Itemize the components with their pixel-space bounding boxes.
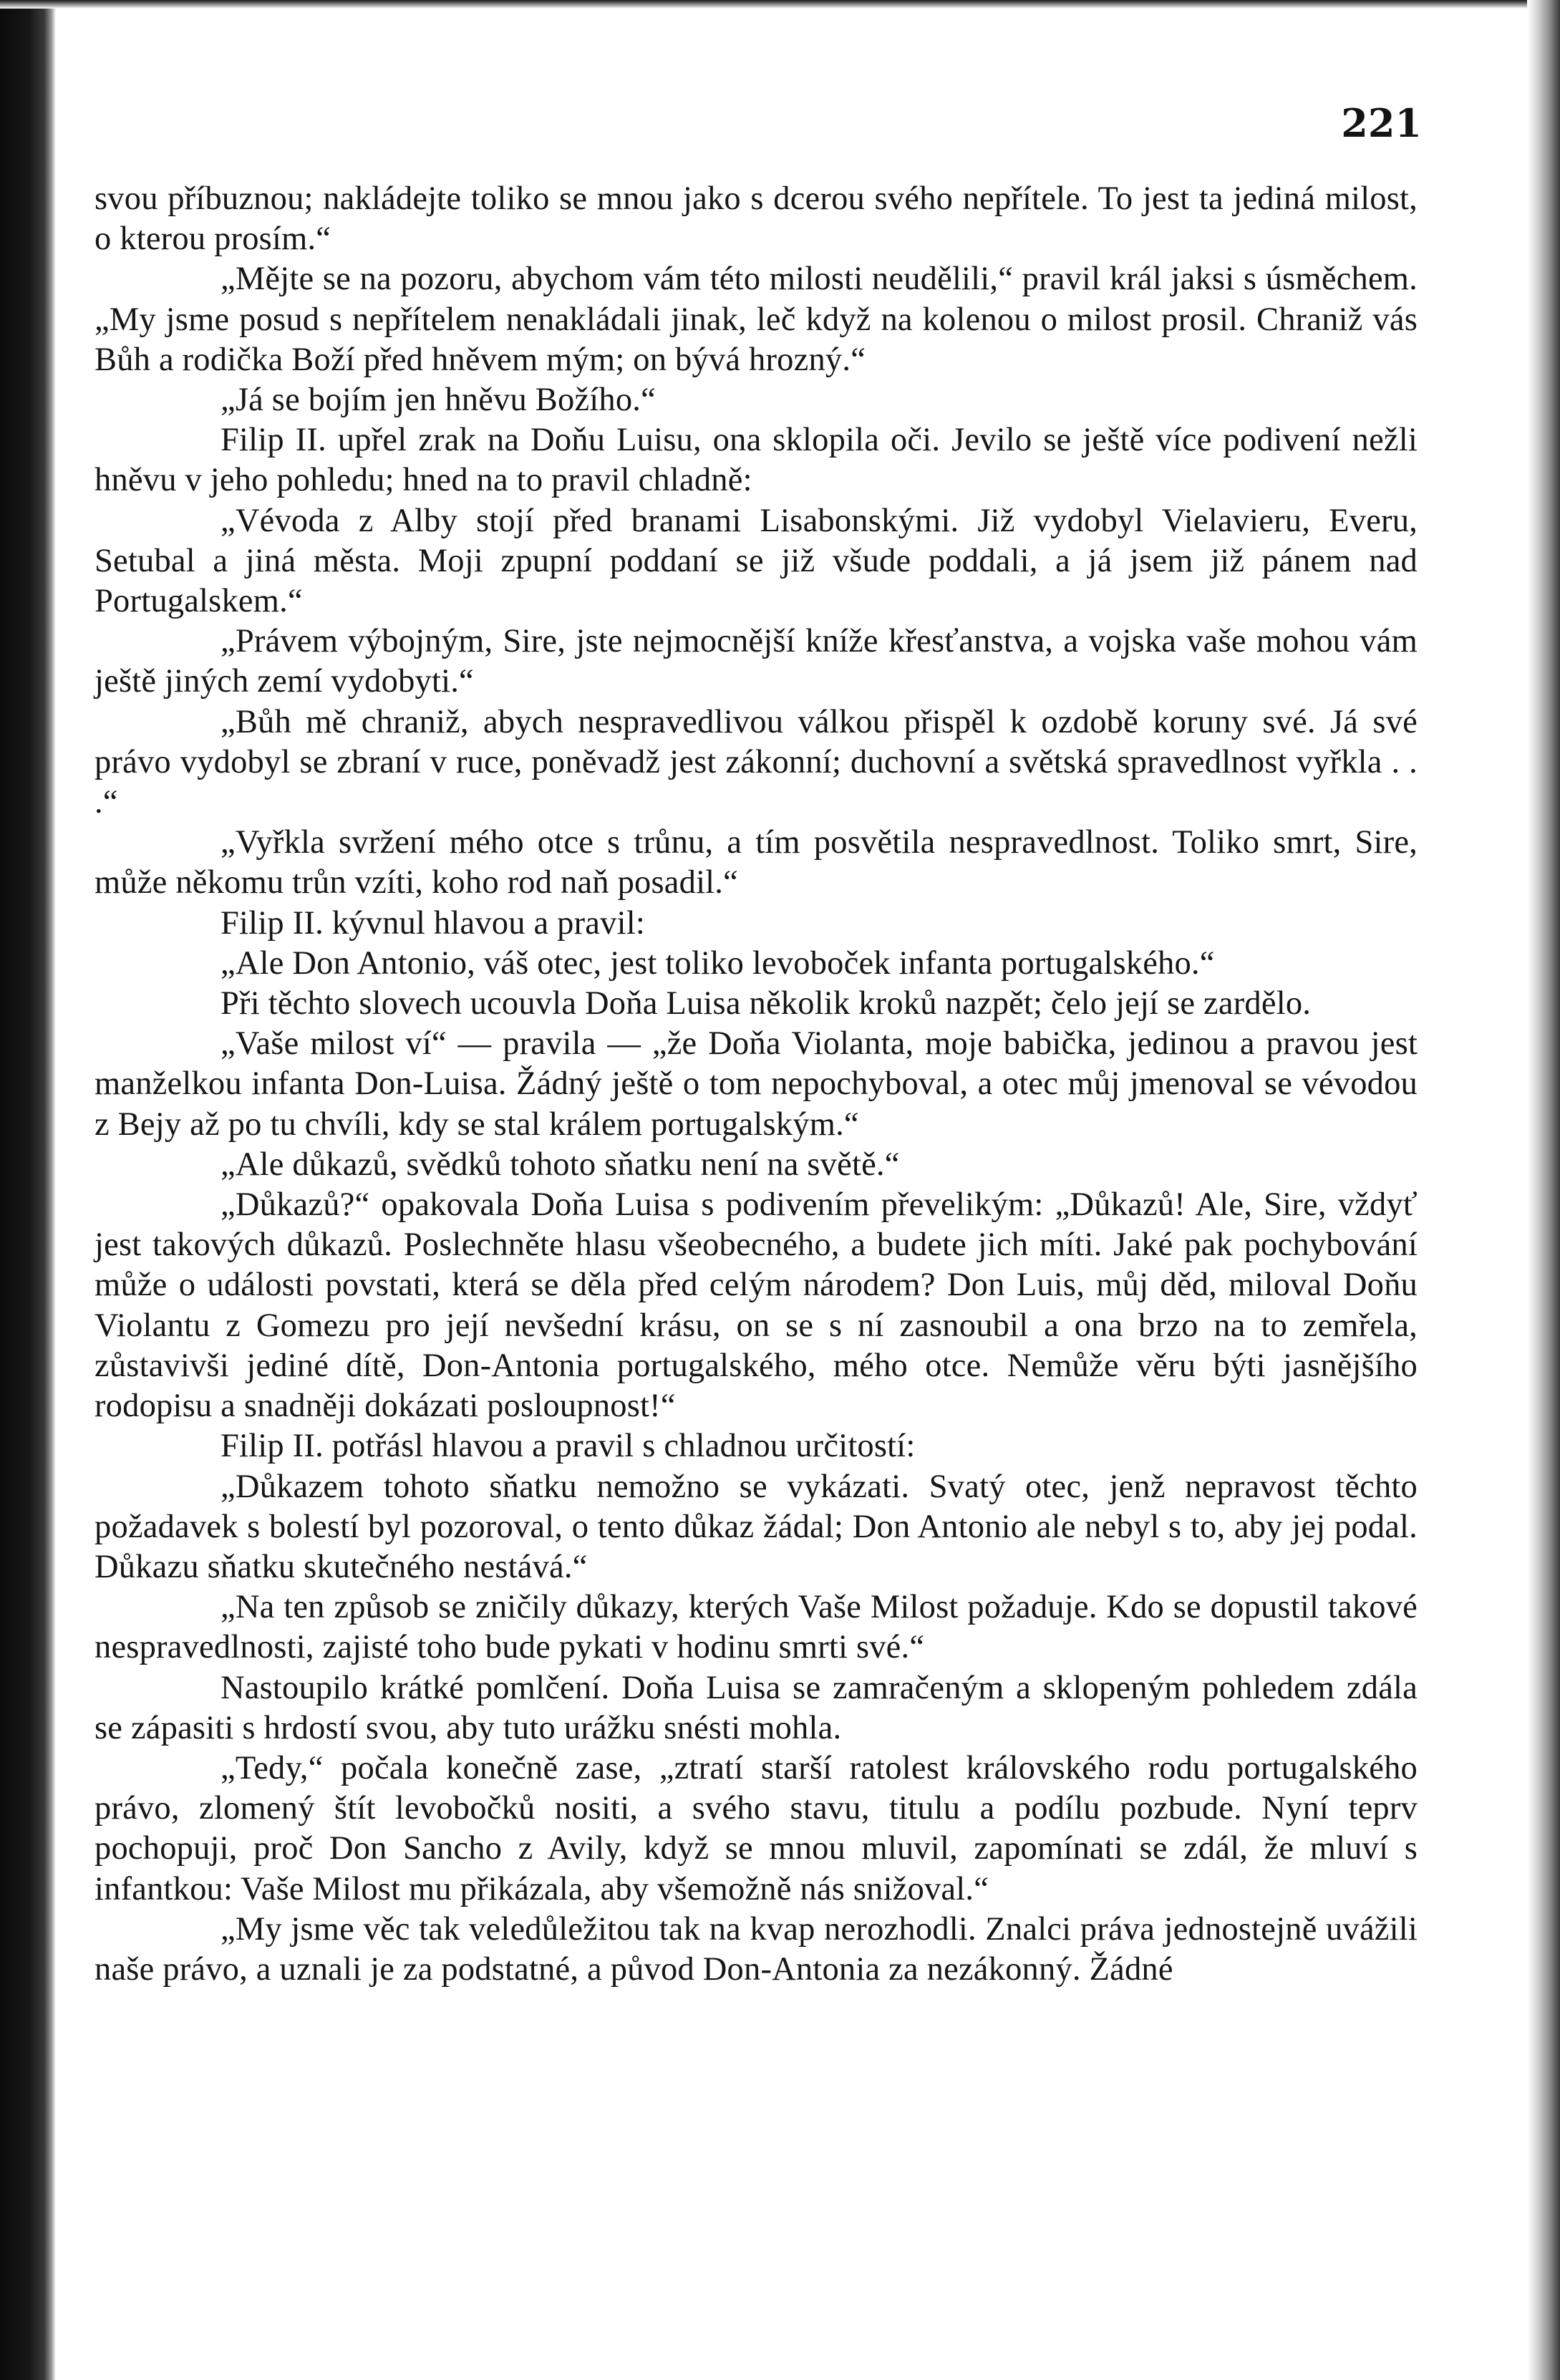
paragraph: „Ale důkazů, svědků tohoto sňatku není na světě.“ [221,1146,900,1183]
paragraph: „Na ten způsob se zničily důkazy, kterých Vaše Milost požaduje. Kdo se dopustil takové nespravedlnosti, zajisté toho bude pykati v hodinu smrti své.“ [95,1589,1418,1666]
paragraph: Filip II. upřel zrak na Doňu Luisu, ona sklopila oči. Jevilo se ještě více podivení nežli hněvu v jeho pohledu; hned na to pravil chladně: [95,422,1418,499]
right-edge-shadow [1527,0,1560,2380]
paragraph: „Ale Don Antonio, váš otec, jest toliko levoboček infanta portugalského.“ [221,944,1215,982]
paragraph: „Důkazů?“ opakovala Doňa Luisa s podivením převelikým: „Důkazů! Ale, Sire, vždyť jest takových důkazů. Poslechněte hlasu všeobecného, a budete jich míti. Jaké pak pochybování může o události povstati, která se děla před celým národem? Don Luis, můj děd, miloval Doňu Violantu z Gomezu pro její nevšední krásu, on se s ní zasnoubil a ona brzo na to zemřela, zůstavivši jediné dítě, Don-Antonia portugalského, mého otce. Nemůže věru býti jasnějšího rodopisu a snadněji dokázati posloupnost!“ [95,1186,1418,1425]
paragraph: Filip II. kývnul hlavou a pravil: [221,904,645,942]
paragraph: Při těchto slovech ucouvla Doňa Luisa několik kroků nazpět; čelo její se zardělo. [221,985,1312,1022]
paragraph: „Důkazem tohoto sňatku nemožno se vykázati. Svatý otec, jenž nepravost těchto požadavek s bolestí byl pozoroval, o tento důkaz žádal; Don Antonio ale nebyl s to, aby jej podal. Důkazu sňatku skutečného nestává.“ [95,1468,1418,1585]
paragraph: „Vévoda z Alby stojí před branami Lisabonskými. Již vydobyl Vielavieru, Everu, Setubal a jiná města. Moji zpupní poddaní se již všude poddali, a já jsem již pánem nad Portugalskem.“ [95,502,1418,620]
body-text [95,179,1418,1990]
paragraph: „Mějte se na pozoru, abychom vám této milosti neudělili,“ pravil král jaksi s úsměchem. „My jsme posud s nepřítelem nenakládali jinak, leč když na kolenou o milost prosil. Chraniž vás Bůh a rodička Boží před hněvem mým; on bývá hrozný.“ [95,261,1418,378]
paragraph: Filip II. potřásl hlavou a pravil s chladnou určitostí: [221,1428,916,1465]
paragraph: „My jsme věc tak veledůležitou tak na kvap nerozhodli. Znalci práva jednostejně uvážili naše právo, a uznali je za podstatné, a původ Don-Antonia za nezákonný. Žádné [95,1910,1418,1988]
paragraph: „Já se bojím jen hněvu Božího.“ [221,382,656,419]
paragraph: „Vaše milost ví“ — pravila — „že Doňa Violanta, moje babička, jedinou a pravou jest manželkou infanta Don-Luisa. Žádný ještě o tom nepochyboval, a otec můj jmenoval se vévodou z Bejy až po tu chvíli, kdy se stal králem portugalským.“ [95,1025,1418,1143]
paragraph: Nastoupilo krátké pomlčení. Doňa Luisa se zamračeným a sklopeným pohledem zdála se zápasiti s hrdostí svou, aby tuto urážku snésti mohla. [95,1669,1418,1746]
paragraph: „Bůh mě chraniž, abych nespravedlivou válkou přispěl k ozdobě koruny své. Já své právo vydobyl se zbraní v ruce, poněvadž jest zákonní; duchovní a světská spravedlnost vyřkla . . .“ [95,703,1418,821]
binding-shadow [0,0,56,2380]
paragraph: „Vyřkla svržení mého otce s trůnu, a tím posvětila nespravedlnost. Toliko smrt, Sire, může někomu trůn vzíti, koho rod naň posadil.“ [95,824,1418,901]
paragraph: „Tedy,“ počala konečně zase, „ztratí starší ratolest královského rodu portugalského právo, zlomený štít levobočků nositi, a svého stavu, titulu a podílu pozbude. Nyní teprv pochopuji, proč Don Sancho z Avily, když se mnou mluvil, zapomínati se zdál, že mluví s infantkou: Vaše Milost mu přikázala, aby všemožně nás snižoval.“ [95,1749,1418,1907]
paragraph: svou příbuznou; nakládejte toliko se mnou jako s dcerou svého nepřítele. To jest ta jediná milost, o kterou prosím.“ [95,180,1418,258]
paragraph: „Právem výbojným, Sire, jste nejmocnější kníže křesťanstva, a vojska vaše mohou vám ještě jiných zemí vydobyti.“ [95,623,1418,700]
page-number: 221 [1341,100,1422,146]
top-edge-shadow [0,0,1560,9]
